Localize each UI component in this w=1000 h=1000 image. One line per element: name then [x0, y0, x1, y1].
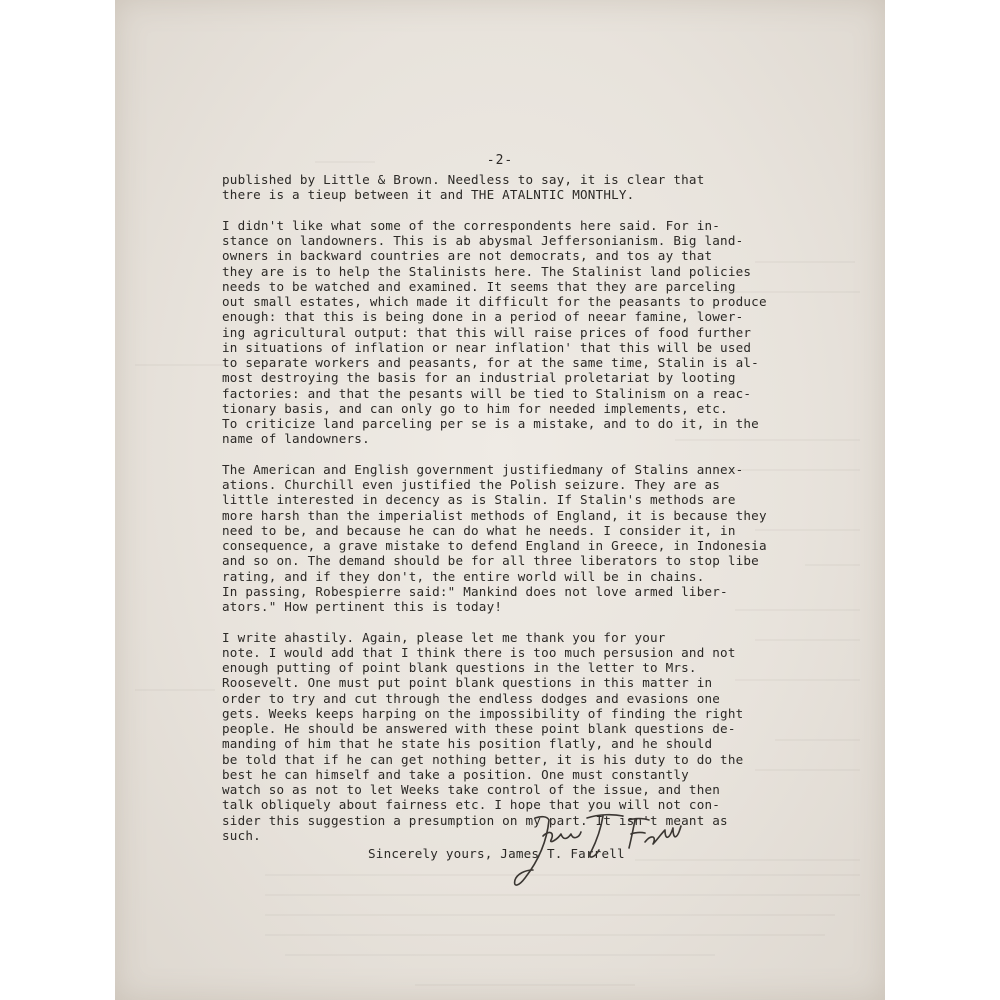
text-line: sider this suggestion a presumption on my part. It isn't meant as: [222, 812, 728, 828]
text-line: most destroying the basis for an industrial proletariat by looting: [222, 370, 736, 386]
text-line: owners in backward countries are not democrats, and tos ay that: [222, 248, 713, 264]
text-line: in situations of inflation or near inflation' that this will be used: [222, 339, 752, 355]
text-line: I write ahastily. Again, please let me thank you for your: [222, 629, 666, 645]
text-line: published by Little & Brown. Needless to say, it is clear that: [222, 172, 705, 187]
closing-line: Sincerely yours, James T. Farrell: [368, 846, 625, 861]
handwritten-signature: [495, 800, 695, 900]
text-line: and so on. The demand should be for all three liberators to stop libe: [222, 553, 759, 569]
text-line: to separate workers and peasants, for at the same time, Stalin is al-: [222, 355, 759, 370]
text-line: The American and English government justifiedmany of Stalins annex-: [222, 461, 744, 477]
text-line: I didn't like what some of the correspondents here said. For in-: [222, 217, 721, 233]
text-line: stance on landowners. This is ab abysmal Jeffersonianism. Big land-: [222, 233, 744, 248]
text-line: talk obliquely about fairness etc. I hope that you will not con-: [222, 797, 721, 813]
text-line: watch so as not to let Weeks take control of the issue, and then: [222, 782, 721, 797]
text-line: enough: that this is being done in a period of neear famine, lower-: [222, 309, 744, 325]
page-number: -2-: [486, 153, 514, 168]
paragraph-2: [222, 218, 862, 447]
text-line: To criticize land parceling per se is a mistake, and to do it, in the: [222, 416, 759, 431]
text-line: consequence, a grave mistake to defend England in Greece, in Indonesia: [222, 538, 767, 553]
text-line: Roosevelt. One must put point blank questions in this matter in: [222, 675, 713, 691]
text-line: factories: and that the pesants will be tied to Stalinism on a reac-: [222, 385, 752, 401]
text-line: needs to be watched and examined. It seems that they are parceling: [222, 278, 736, 294]
text-line: they are is to help the Stalinists here. The Stalinist land policies: [222, 263, 752, 279]
letter-body: [222, 172, 862, 858]
text-line: ations. Churchill even justified the Polish seizure. They are as: [222, 477, 721, 492]
letter-page: [115, 0, 885, 1000]
text-line: more harsh than the imperialist methods of England, it is because they: [222, 507, 767, 523]
text-line: best he can himself and take a position. One must constantly: [222, 766, 689, 782]
text-line: note. I would add that I think there is too much persusion and not: [222, 644, 736, 660]
text-line: rating, and if they don't, the entire world will be in chains.: [222, 568, 705, 584]
text-line: gets. Weeks keeps harping on the impossibility of finding the right: [222, 705, 744, 721]
text-line: manding of him that he state his position flatly, and he should: [222, 736, 713, 752]
text-line: In passing, Robespierre said:" Mankind does not love armed liber-: [222, 583, 728, 599]
text-line: such.: [222, 827, 261, 843]
text-line: ing agricultural output: that this will raise prices of food further: [222, 324, 752, 340]
text-line: need to be, and because he can do what he needs. I consider it, in: [222, 522, 736, 538]
text-line: ators." How pertinent this is today!: [222, 599, 503, 614]
text-line: there is a tieup between it and THE ATALNTIC MONTHLY.: [222, 187, 635, 203]
text-line: name of landowners.: [222, 431, 370, 447]
text-line: tionary basis, and can only go to him for needed implements, etc.: [222, 400, 728, 416]
text-line: out small estates, which made it difficult for the peasants to produce: [222, 294, 767, 309]
paragraph-3: [222, 462, 862, 615]
text-line: be told that if he can get nothing better, it is his duty to do the: [222, 751, 744, 767]
text-line: enough putting of point blank questions in the letter to Mrs.: [222, 660, 697, 675]
text-line: little interested in decency as is Stalin. If Stalin's methods are: [222, 492, 736, 508]
text-line: people. He should be answered with these point blank questions de-: [222, 721, 736, 736]
paragraph-1: [222, 172, 862, 203]
text-line: order to try and cut through the endless dodges and evasions one: [222, 690, 721, 706]
